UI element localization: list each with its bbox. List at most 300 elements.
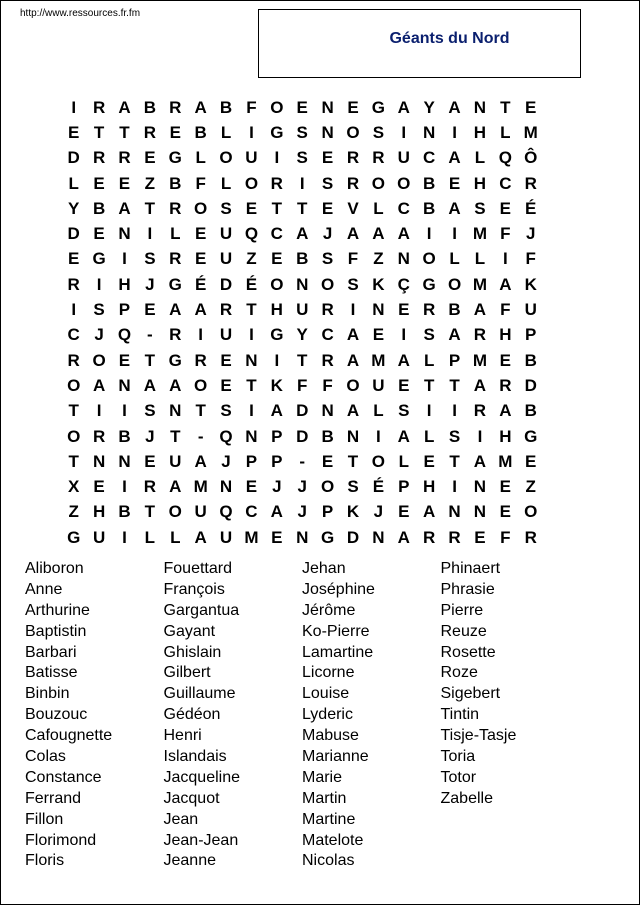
grid-cell[interactable]: R — [169, 97, 182, 117]
grid-cell[interactable]: P — [525, 325, 537, 345]
grid-cell[interactable]: J — [297, 477, 307, 497]
grid-cell[interactable]: A — [270, 401, 283, 421]
grid-cell[interactable]: J — [373, 502, 384, 522]
grid-cell[interactable]: É — [372, 477, 385, 497]
grid-cell[interactable]: A — [397, 527, 410, 547]
grid-cell[interactable]: R — [118, 148, 131, 168]
grid-cell[interactable]: L — [144, 527, 156, 547]
grid-cell[interactable]: R — [473, 325, 487, 345]
grid-cell[interactable]: E — [118, 350, 131, 370]
grid-cell[interactable]: E — [423, 451, 435, 471]
grid-cell[interactable]: T — [297, 198, 308, 218]
grid-cell[interactable]: E — [194, 224, 207, 244]
grid-cell[interactable]: H — [499, 325, 512, 345]
grid-cell[interactable]: P — [118, 300, 131, 320]
grid-cell[interactable]: I — [122, 249, 127, 269]
grid-cell[interactable]: T — [93, 122, 105, 142]
grid-cell[interactable]: Q — [219, 426, 233, 446]
grid-cell[interactable]: L — [474, 249, 486, 269]
grid-cell[interactable]: S — [347, 477, 359, 497]
grid-cell[interactable]: B — [92, 198, 106, 218]
grid-cell[interactable]: S — [220, 198, 232, 218]
grid-cell[interactable]: O — [270, 97, 284, 117]
grid-cell[interactable]: N — [321, 122, 334, 142]
grid-cell[interactable]: U — [219, 527, 233, 547]
grid-cell[interactable]: É — [525, 198, 537, 218]
grid-cell[interactable]: B — [448, 300, 461, 320]
grid-cell[interactable]: U — [219, 249, 233, 269]
grid-cell[interactable]: E — [194, 249, 207, 269]
grid-cell[interactable]: I — [249, 401, 254, 421]
grid-cell[interactable]: E — [144, 451, 156, 471]
grid-cell[interactable]: D — [219, 274, 233, 294]
grid-cell[interactable]: N — [296, 274, 309, 294]
grid-cell[interactable]: L — [423, 350, 435, 370]
grid-cell[interactable]: A — [397, 426, 410, 446]
grid-cell[interactable]: A — [194, 300, 207, 320]
grid-cell[interactable]: Q — [244, 224, 259, 244]
grid-cell[interactable]: S — [220, 401, 232, 421]
grid-cell[interactable]: I — [71, 97, 77, 117]
grid-cell[interactable]: G — [320, 527, 335, 547]
grid-cell[interactable]: O — [67, 426, 81, 446]
grid-cell[interactable]: O — [346, 375, 360, 395]
grid-cell[interactable]: P — [271, 451, 283, 471]
grid-cell[interactable]: Q — [498, 148, 512, 168]
grid-cell[interactable]: M — [523, 122, 538, 142]
grid-cell[interactable]: Z — [68, 502, 79, 522]
grid-cell[interactable]: M — [498, 451, 513, 471]
grid-cell[interactable]: I — [96, 274, 102, 294]
grid-cell[interactable]: U — [92, 527, 106, 547]
grid-cell[interactable]: C — [67, 325, 80, 345]
grid-cell[interactable]: Z — [373, 249, 384, 269]
grid-cell[interactable]: S — [347, 274, 359, 294]
grid-cell[interactable]: D — [296, 401, 309, 421]
grid-cell[interactable]: O — [320, 274, 335, 294]
grid-cell[interactable]: P — [448, 350, 461, 370]
grid-cell[interactable]: P — [321, 502, 334, 522]
grid-cell[interactable]: E — [169, 122, 181, 142]
grid-cell[interactable]: O — [244, 173, 259, 193]
grid-cell[interactable]: S — [296, 148, 308, 168]
grid-cell[interactable]: N — [245, 350, 258, 370]
grid-cell[interactable]: O — [422, 249, 436, 269]
grid-cell[interactable]: K — [270, 375, 283, 395]
grid-cell[interactable]: I — [96, 401, 102, 421]
grid-cell[interactable]: F — [347, 249, 359, 269]
grid-cell[interactable]: J — [221, 451, 231, 471]
grid-cell[interactable]: M — [472, 274, 488, 294]
grid-cell[interactable]: L — [474, 148, 486, 168]
grid-cell[interactable]: R — [143, 477, 156, 497]
grid-cell[interactable]: A — [169, 477, 182, 497]
grid-cell[interactable]: T — [271, 198, 283, 218]
grid-cell[interactable]: - — [197, 426, 204, 446]
grid-cell[interactable]: E — [220, 375, 232, 395]
grid-cell[interactable]: C — [321, 325, 334, 345]
grid-cell[interactable]: L — [500, 122, 511, 142]
grid-cell[interactable]: E — [321, 451, 334, 471]
grid-cell[interactable]: A — [346, 350, 360, 370]
grid-cell[interactable]: S — [448, 426, 461, 446]
grid-cell[interactable]: - — [147, 325, 153, 345]
grid-cell[interactable]: K — [346, 502, 360, 522]
grid-cell[interactable]: A — [423, 502, 436, 522]
grid-cell[interactable]: L — [423, 426, 435, 446]
grid-cell[interactable]: R — [423, 300, 436, 320]
grid-cell[interactable]: Q — [117, 325, 132, 345]
grid-cell[interactable]: E — [68, 122, 80, 142]
grid-cell[interactable]: B — [143, 97, 156, 117]
grid-cell[interactable]: T — [347, 451, 359, 471]
grid-cell[interactable]: P — [271, 426, 283, 446]
grid-cell[interactable]: M — [472, 224, 488, 244]
grid-cell[interactable]: D — [296, 426, 309, 446]
grid-cell[interactable]: R — [194, 350, 207, 370]
grid-cell[interactable]: A — [169, 375, 182, 395]
grid-cell[interactable]: H — [270, 300, 283, 320]
grid-cell[interactable]: A — [473, 300, 487, 320]
grid-cell[interactable]: L — [68, 173, 79, 193]
grid-cell[interactable]: Y — [423, 97, 435, 117]
grid-cell[interactable]: F — [525, 249, 536, 269]
grid-cell[interactable]: H — [499, 426, 512, 446]
grid-cell[interactable]: R — [219, 300, 233, 320]
grid-cell[interactable]: I — [249, 325, 254, 345]
grid-cell[interactable]: Z — [246, 249, 257, 269]
grid-cell[interactable]: T — [449, 451, 460, 471]
grid-cell[interactable]: A — [448, 97, 461, 117]
grid-cell[interactable]: I — [71, 300, 77, 320]
grid-cell[interactable]: E — [296, 97, 308, 117]
grid-cell[interactable]: S — [144, 401, 156, 421]
grid-cell[interactable]: E — [499, 350, 511, 370]
grid-cell[interactable]: N — [473, 502, 487, 522]
grid-cell[interactable]: A — [169, 300, 182, 320]
grid-cell[interactable]: G — [67, 527, 81, 547]
grid-cell[interactable]: I — [198, 325, 204, 345]
grid-cell[interactable]: Z — [144, 173, 156, 193]
grid-cell[interactable]: I — [122, 477, 127, 497]
grid-cell[interactable]: H — [473, 173, 487, 193]
grid-cell[interactable]: I — [376, 426, 381, 446]
grid-cell[interactable]: I — [452, 401, 457, 421]
grid-cell[interactable]: Y — [68, 198, 80, 218]
grid-cell[interactable]: A — [346, 401, 360, 421]
grid-cell[interactable]: Q — [219, 502, 233, 522]
grid-cell[interactable]: J — [272, 477, 282, 497]
grid-cell[interactable]: N — [448, 502, 461, 522]
grid-cell[interactable]: B — [118, 502, 131, 522]
grid-cell[interactable]: I — [452, 477, 457, 497]
grid-cell[interactable]: G — [270, 325, 284, 345]
grid-cell[interactable]: J — [525, 224, 536, 244]
grid-cell[interactable]: N — [245, 426, 258, 446]
grid-cell[interactable]: O — [320, 477, 335, 497]
grid-cell[interactable]: C — [397, 198, 410, 218]
grid-cell[interactable]: G — [524, 426, 538, 446]
grid-cell[interactable]: R — [67, 350, 80, 370]
grid-cell[interactable]: N — [118, 375, 131, 395]
grid-cell[interactable]: I — [147, 224, 153, 244]
grid-cell[interactable]: L — [170, 224, 181, 244]
grid-cell[interactable]: É — [194, 274, 207, 294]
grid-cell[interactable]: N — [321, 97, 334, 117]
grid-cell[interactable]: R — [372, 148, 385, 168]
grid-cell[interactable]: E — [525, 451, 537, 471]
grid-cell[interactable]: A — [346, 224, 360, 244]
grid-cell[interactable]: I — [401, 122, 407, 142]
grid-cell[interactable]: T — [246, 375, 257, 395]
grid-cell[interactable]: A — [448, 148, 461, 168]
grid-cell[interactable]: I — [477, 426, 483, 446]
grid-cell[interactable]: H — [423, 477, 436, 497]
grid-cell[interactable]: E — [347, 97, 359, 117]
grid-cell[interactable]: H — [473, 122, 487, 142]
grid-cell[interactable]: - — [299, 451, 306, 471]
grid-cell[interactable]: E — [321, 198, 334, 218]
grid-cell[interactable]: B — [524, 401, 537, 421]
grid-cell[interactable]: U — [169, 451, 182, 471]
grid-cell[interactable]: R — [524, 527, 537, 547]
grid-cell[interactable]: I — [274, 350, 280, 370]
grid-cell[interactable]: V — [347, 198, 359, 218]
grid-cell[interactable]: U — [397, 148, 410, 168]
grid-cell[interactable]: N — [473, 477, 487, 497]
grid-cell[interactable]: E — [271, 249, 283, 269]
grid-cell[interactable]: T — [297, 350, 308, 370]
grid-cell[interactable]: O — [371, 173, 385, 193]
grid-cell[interactable]: A — [397, 97, 410, 117]
grid-cell[interactable]: T — [144, 502, 156, 522]
grid-cell[interactable]: B — [321, 426, 334, 446]
grid-cell[interactable]: A — [473, 375, 487, 395]
grid-cell[interactable]: I — [122, 527, 127, 547]
grid-cell[interactable]: E — [93, 173, 105, 193]
grid-cell[interactable]: G — [168, 274, 182, 294]
grid-cell[interactable]: F — [500, 224, 511, 244]
grid-cell[interactable]: R — [448, 527, 461, 547]
grid-cell[interactable]: S — [144, 249, 156, 269]
grid-cell[interactable]: I — [401, 325, 407, 345]
grid-cell[interactable]: A — [194, 451, 207, 471]
grid-cell[interactable]: N — [118, 451, 131, 471]
grid-cell[interactable]: O — [168, 502, 182, 522]
grid-cell[interactable]: U — [372, 375, 385, 395]
grid-cell[interactable]: C — [499, 173, 512, 193]
grid-cell[interactable]: A — [346, 325, 360, 345]
grid-cell[interactable]: N — [321, 401, 334, 421]
grid-cell[interactable]: T — [68, 401, 79, 421]
grid-cell[interactable]: A — [372, 224, 385, 244]
grid-cell[interactable]: B — [296, 249, 309, 269]
grid-cell[interactable]: S — [423, 325, 435, 345]
grid-cell[interactable]: E — [474, 527, 486, 547]
grid-cell[interactable]: N — [169, 401, 182, 421]
grid-cell[interactable]: E — [398, 300, 410, 320]
grid-cell[interactable]: B — [524, 350, 537, 370]
grid-cell[interactable]: G — [422, 274, 436, 294]
grid-cell[interactable]: O — [270, 274, 284, 294]
grid-cell[interactable]: G — [168, 350, 182, 370]
grid-cell[interactable]: S — [372, 122, 385, 142]
grid-cell[interactable]: C — [270, 224, 283, 244]
grid-cell[interactable]: I — [122, 401, 127, 421]
grid-cell[interactable]: J — [297, 502, 307, 522]
grid-cell[interactable]: B — [169, 173, 182, 193]
grid-cell[interactable]: X — [68, 477, 80, 497]
grid-cell[interactable]: F — [297, 375, 308, 395]
grid-cell[interactable]: A — [92, 375, 106, 395]
grid-cell[interactable]: N — [372, 527, 385, 547]
grid-cell[interactable]: S — [321, 173, 334, 193]
grid-cell[interactable]: J — [145, 274, 155, 294]
grid-cell[interactable]: O — [371, 451, 385, 471]
grid-cell[interactable]: U — [219, 224, 233, 244]
grid-cell[interactable]: R — [321, 300, 334, 320]
grid-cell[interactable]: E — [93, 224, 105, 244]
grid-cell[interactable]: B — [423, 173, 436, 193]
grid-cell[interactable]: F — [500, 300, 511, 320]
grid-cell[interactable]: N — [92, 451, 106, 471]
grid-cell[interactable]: I — [452, 122, 457, 142]
grid-cell[interactable]: E — [271, 527, 283, 547]
grid-cell[interactable]: M — [371, 350, 386, 370]
grid-cell[interactable]: N — [219, 477, 233, 497]
grid-cell[interactable]: A — [194, 527, 207, 547]
grid-cell[interactable]: M — [193, 477, 208, 497]
grid-cell[interactable]: E — [144, 148, 156, 168]
grid-cell[interactable]: A — [397, 224, 410, 244]
grid-cell[interactable]: S — [474, 198, 486, 218]
grid-cell[interactable]: S — [398, 401, 410, 421]
grid-cell[interactable]: I — [299, 173, 305, 193]
grid-cell[interactable]: A — [448, 325, 461, 345]
grid-cell[interactable]: B — [194, 122, 207, 142]
grid-cell[interactable]: U — [296, 300, 309, 320]
grid-cell[interactable]: O — [67, 375, 81, 395]
grid-cell[interactable]: R — [92, 426, 106, 446]
grid-cell[interactable]: U — [194, 502, 207, 522]
grid-cell[interactable]: K — [524, 274, 537, 294]
grid-cell[interactable]: R — [67, 274, 80, 294]
grid-cell[interactable]: U — [219, 325, 233, 345]
grid-cell[interactable]: I — [426, 401, 432, 421]
grid-cell[interactable]: G — [168, 148, 182, 168]
grid-cell[interactable]: R — [346, 148, 360, 168]
grid-cell[interactable]: K — [372, 274, 385, 294]
grid-cell[interactable]: R — [169, 249, 182, 269]
grid-cell[interactable]: O — [194, 375, 208, 395]
grid-cell[interactable]: P — [245, 451, 258, 471]
grid-cell[interactable]: A — [499, 274, 512, 294]
grid-cell[interactable]: A — [397, 350, 410, 370]
grid-cell[interactable]: E — [499, 477, 511, 497]
grid-cell[interactable]: J — [322, 224, 333, 244]
grid-cell[interactable]: T — [68, 451, 79, 471]
grid-cell[interactable]: A — [296, 224, 309, 244]
grid-cell[interactable]: F — [500, 527, 511, 547]
grid-cell[interactable]: É — [245, 274, 258, 294]
grid-cell[interactable]: A — [473, 451, 487, 471]
grid-cell[interactable]: A — [499, 401, 512, 421]
grid-cell[interactable]: R — [473, 401, 487, 421]
grid-cell[interactable]: L — [170, 527, 181, 547]
grid-cell[interactable]: G — [270, 122, 284, 142]
grid-cell[interactable]: N — [397, 249, 410, 269]
grid-cell[interactable]: T — [144, 350, 156, 370]
grid-cell[interactable]: R — [169, 198, 182, 218]
grid-cell[interactable]: R — [499, 375, 512, 395]
grid-cell[interactable]: O — [524, 502, 538, 522]
grid-cell[interactable]: T — [246, 300, 257, 320]
grid-cell[interactable]: E — [321, 148, 334, 168]
grid-cell[interactable]: N — [346, 426, 360, 446]
grid-cell[interactable]: L — [373, 198, 384, 218]
grid-cell[interactable]: R — [321, 350, 334, 370]
grid-cell[interactable]: M — [244, 527, 259, 547]
grid-cell[interactable]: A — [194, 97, 207, 117]
grid-cell[interactable]: E — [525, 97, 537, 117]
grid-cell[interactable]: G — [371, 97, 385, 117]
grid-cell[interactable]: I — [350, 300, 356, 320]
grid-cell[interactable]: R — [346, 173, 360, 193]
grid-cell[interactable]: S — [93, 300, 105, 320]
grid-cell[interactable]: R — [92, 148, 106, 168]
grid-cell[interactable]: Z — [525, 477, 536, 497]
grid-cell[interactable]: E — [499, 198, 511, 218]
grid-cell[interactable]: I — [274, 148, 280, 168]
grid-cell[interactable]: L — [195, 148, 206, 168]
grid-cell[interactable]: A — [270, 502, 283, 522]
grid-cell[interactable]: D — [524, 375, 537, 395]
grid-cell[interactable]: N — [372, 300, 385, 320]
grid-cell[interactable]: E — [93, 477, 105, 497]
grid-cell[interactable]: N — [296, 527, 309, 547]
grid-cell[interactable]: L — [220, 173, 232, 193]
grid-cell[interactable]: F — [246, 97, 257, 117]
grid-cell[interactable]: A — [143, 375, 156, 395]
grid-cell[interactable]: P — [398, 477, 410, 497]
grid-cell[interactable]: L — [373, 401, 384, 421]
grid-cell[interactable]: O — [194, 198, 208, 218]
grid-cell[interactable]: F — [322, 375, 333, 395]
grid-cell[interactable]: E — [118, 173, 131, 193]
grid-cell[interactable]: N — [118, 224, 131, 244]
grid-cell[interactable]: E — [499, 502, 511, 522]
grid-cell[interactable]: O — [397, 173, 411, 193]
grid-cell[interactable]: J — [145, 426, 155, 446]
grid-cell[interactable]: R — [524, 173, 537, 193]
grid-cell[interactable]: Ô — [524, 148, 538, 168]
grid-cell[interactable]: R — [270, 173, 283, 193]
grid-cell[interactable]: N — [473, 97, 487, 117]
grid-cell[interactable]: G — [92, 249, 106, 269]
grid-cell[interactable]: O — [447, 274, 462, 294]
grid-cell[interactable]: E — [220, 350, 232, 370]
grid-cell[interactable]: E — [245, 198, 258, 218]
grid-cell[interactable]: H — [92, 502, 106, 522]
grid-cell[interactable]: B — [423, 198, 436, 218]
grid-cell[interactable]: T — [119, 122, 130, 142]
grid-cell[interactable]: B — [219, 97, 233, 117]
grid-cell[interactable]: E — [245, 477, 258, 497]
grid-cell[interactable]: O — [346, 122, 360, 142]
grid-cell[interactable]: I — [502, 249, 508, 269]
grid-cell[interactable]: R — [92, 97, 106, 117]
grid-cell[interactable]: O — [92, 350, 106, 370]
